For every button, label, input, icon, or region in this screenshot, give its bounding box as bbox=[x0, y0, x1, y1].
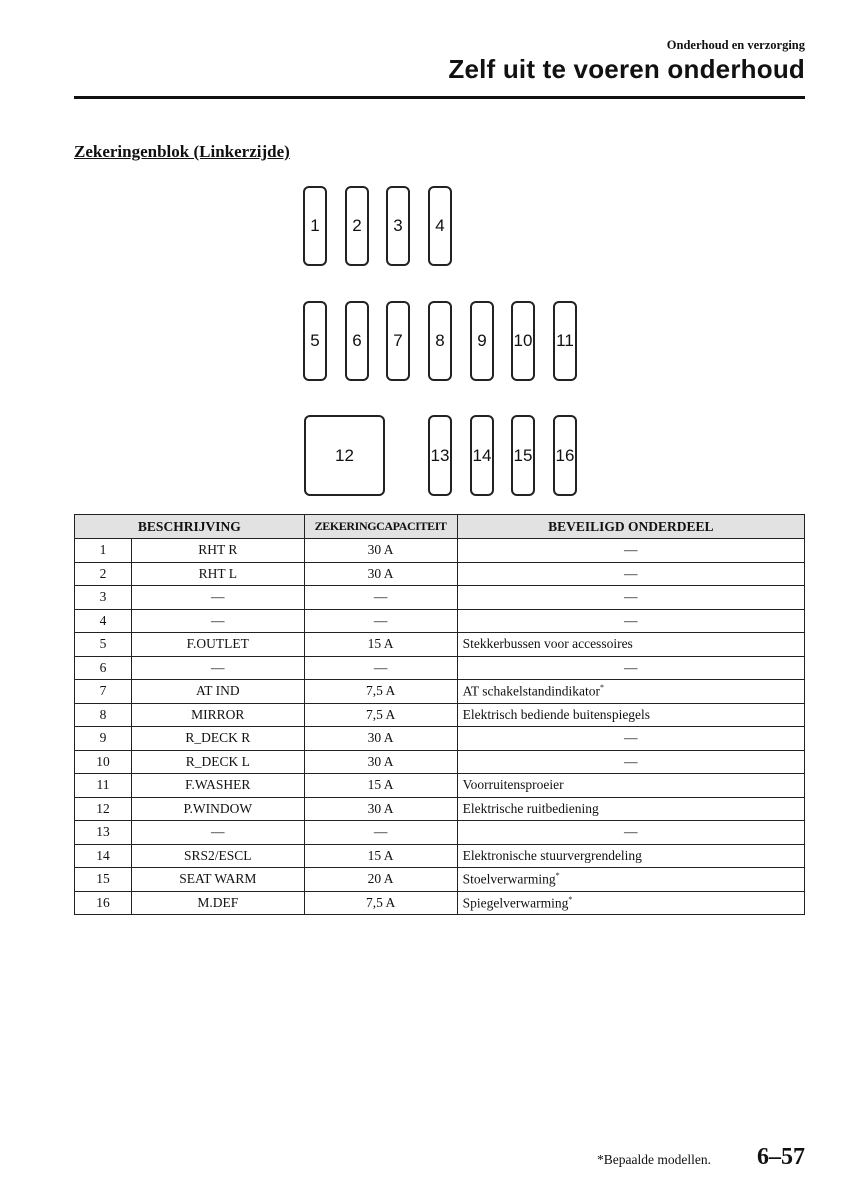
table-row bbox=[75, 844, 805, 868]
protected-part-cell-text: — bbox=[624, 659, 638, 675]
fuse-description-cell bbox=[131, 750, 304, 774]
protected-part-cell bbox=[457, 539, 804, 563]
fuse-number-cell-text: 10 bbox=[96, 753, 110, 769]
fuse-description-cell bbox=[131, 868, 304, 892]
fuse-10: 10 bbox=[511, 301, 535, 381]
fuse-description-cell bbox=[131, 891, 304, 915]
fuse-number-cell-text: 9 bbox=[99, 730, 107, 746]
protected-part-cell-text: Elektrisch bediende buitenspiegels bbox=[462, 706, 651, 722]
fuse-description-cell bbox=[131, 797, 304, 821]
fuse-number-cell-text: 2 bbox=[99, 565, 107, 581]
fuse-number-cell-text: 6 bbox=[99, 659, 107, 675]
fuse-number-cell bbox=[75, 633, 132, 657]
table-row bbox=[75, 562, 805, 586]
fuse-capacity-cell-text: 15 A bbox=[367, 777, 394, 793]
protected-part-cell-text: — bbox=[624, 542, 638, 558]
table-row bbox=[75, 633, 805, 657]
fuse-description-cell-text: F.WASHER bbox=[185, 777, 251, 793]
fuse-capacity-cell-text: — bbox=[373, 659, 388, 675]
fuse-5: 5 bbox=[303, 301, 327, 381]
fuse-13: 13 bbox=[428, 415, 452, 496]
fuse-capacity-cell-text: 7,5 A bbox=[365, 894, 396, 910]
fuse-capacity-cell-text: 7,5 A bbox=[365, 683, 396, 699]
fuse-capacity-cell bbox=[304, 774, 457, 798]
fuse-capacity-cell bbox=[304, 633, 457, 657]
table-header-row bbox=[75, 515, 805, 539]
fuse-description-cell-text: SEAT WARM bbox=[179, 871, 257, 887]
fuse-capacity-cell bbox=[304, 586, 457, 610]
protected-part-cell-text: Voorruitensproeier bbox=[462, 777, 564, 793]
fuse-14: 14 bbox=[470, 415, 494, 496]
fuse-number-cell-text: 8 bbox=[99, 706, 107, 722]
fuse-number-cell bbox=[75, 821, 132, 845]
fuse-number-cell bbox=[75, 586, 132, 610]
fuse-description-cell-text: — bbox=[211, 659, 225, 675]
fuse-number-cell-text: 12 bbox=[96, 800, 110, 816]
fuse-number-cell bbox=[75, 891, 132, 915]
fuse-7: 7 bbox=[386, 301, 410, 381]
fuse-1: 1 bbox=[303, 186, 327, 266]
table-row bbox=[75, 891, 805, 915]
table-row bbox=[75, 680, 805, 704]
table-row bbox=[75, 868, 805, 892]
column-header-description: BESCHRIJVING bbox=[75, 515, 305, 539]
fuse-capacity-cell bbox=[304, 656, 457, 680]
section-title: Zekeringenblok (Linkerzijde) bbox=[74, 142, 290, 161]
fuse-description-cell bbox=[131, 774, 304, 798]
fuse-description-cell bbox=[131, 633, 304, 657]
table-row bbox=[75, 539, 805, 563]
fuse-capacity-cell-text: 30 A bbox=[367, 800, 394, 816]
protected-part-cell-text: — bbox=[624, 753, 638, 769]
fuse-capacity-cell bbox=[304, 680, 457, 704]
footnote-marker: * bbox=[555, 871, 560, 880]
fuse-capacity-cell-text: 15 A bbox=[367, 847, 394, 863]
fuse-number-cell bbox=[75, 868, 132, 892]
protected-part-cell bbox=[457, 844, 804, 868]
fuse-description-cell-text: M.DEF bbox=[197, 894, 239, 910]
protected-part-cell bbox=[457, 703, 804, 727]
fuse-capacity-cell bbox=[304, 750, 457, 774]
protected-part-cell-text: Elektrische ruitbediening bbox=[462, 800, 599, 816]
fuse-capacity-cell-text: — bbox=[373, 589, 388, 605]
protected-part-cell bbox=[457, 821, 804, 845]
fuse-description-cell-text: RHT L bbox=[198, 565, 237, 581]
protected-part-cell-text: — bbox=[624, 612, 638, 628]
fuse-description-cell bbox=[131, 586, 304, 610]
fuse-capacity-cell bbox=[304, 891, 457, 915]
protected-part-cell bbox=[457, 586, 804, 610]
fuse-capacity-cell bbox=[304, 562, 457, 586]
fuse-capacity-cell-text: 7,5 A bbox=[365, 706, 396, 722]
fuse-capacity-cell bbox=[304, 703, 457, 727]
protected-part-cell bbox=[457, 633, 804, 657]
table-row bbox=[75, 774, 805, 798]
fuse-description-cell bbox=[131, 609, 304, 633]
column-header-protected-part: BEVEILIGD ONDERDEEL bbox=[457, 515, 804, 539]
column-header-capacity: ZEKERINGCAPACITEIT bbox=[304, 515, 457, 539]
fuse-number-cell bbox=[75, 727, 132, 751]
fuse-description-cell-text: SRS2/ESCL bbox=[184, 847, 252, 863]
fuse-description-cell-text: — bbox=[211, 612, 225, 628]
table-row bbox=[75, 750, 805, 774]
fuse-capacity-cell bbox=[304, 821, 457, 845]
fuse-description-cell bbox=[131, 562, 304, 586]
fuse-capacity-cell bbox=[304, 609, 457, 633]
fuse-description-cell-text: — bbox=[211, 589, 225, 605]
fuse-description-cell bbox=[131, 680, 304, 704]
fuse-number-cell-text: 7 bbox=[99, 683, 107, 699]
fuse-number-cell bbox=[75, 844, 132, 868]
protected-part-cell-text: Stoelverwarming bbox=[462, 871, 556, 887]
table-row bbox=[75, 609, 805, 633]
fuse-description-cell bbox=[131, 727, 304, 751]
footnote-marker: * bbox=[599, 683, 604, 692]
fuse-number-cell-text: 13 bbox=[96, 824, 110, 840]
fuse-6: 6 bbox=[345, 301, 369, 381]
fuse-description-cell bbox=[131, 821, 304, 845]
fuse-number-cell bbox=[75, 539, 132, 563]
fuse-number-cell bbox=[75, 609, 132, 633]
fuse-table bbox=[74, 514, 805, 915]
fuse-15: 15 bbox=[511, 415, 535, 496]
fuse-description-cell-text: R_DECK L bbox=[185, 753, 250, 769]
protected-part-cell bbox=[457, 797, 804, 821]
fuse-capacity-cell bbox=[304, 797, 457, 821]
fuse-capacity-cell-text: 30 A bbox=[367, 753, 394, 769]
fuse-number-cell-text: 15 bbox=[96, 871, 110, 887]
table-row bbox=[75, 656, 805, 680]
header-divider bbox=[74, 96, 805, 99]
fuse-3: 3 bbox=[386, 186, 410, 266]
fuse-description-cell-text: MIRROR bbox=[191, 706, 245, 722]
fuse-12: 12 bbox=[304, 415, 385, 496]
fuse-description-cell bbox=[131, 703, 304, 727]
fuse-capacity-cell-text: — bbox=[373, 612, 388, 628]
table-row bbox=[75, 586, 805, 610]
table-row bbox=[75, 821, 805, 845]
footnote: *Bepaalde modellen. bbox=[597, 1152, 711, 1167]
fuse-capacity-cell bbox=[304, 539, 457, 563]
protected-part-cell bbox=[457, 562, 804, 586]
fuse-2: 2 bbox=[345, 186, 369, 266]
fuse-capacity-cell bbox=[304, 727, 457, 751]
fuse-description-cell-text: RHT R bbox=[198, 542, 238, 558]
table-row bbox=[75, 703, 805, 727]
fuse-description-cell bbox=[131, 844, 304, 868]
fuse-capacity-cell bbox=[304, 868, 457, 892]
fuse-description-cell bbox=[131, 539, 304, 563]
fuse-number-cell-text: 1 bbox=[99, 542, 107, 558]
protected-part-cell-text: Spiegelverwarming bbox=[462, 895, 569, 910]
fuse-number-cell bbox=[75, 797, 132, 821]
fuse-description-cell-text: P.WINDOW bbox=[183, 800, 253, 816]
protected-part-cell bbox=[457, 774, 804, 798]
protected-part-cell bbox=[457, 609, 804, 633]
fuse-capacity-cell-text: 30 A bbox=[367, 730, 394, 746]
fuse-11: 11 bbox=[553, 301, 577, 381]
protected-part-cell bbox=[457, 727, 804, 751]
fuse-number-cell bbox=[75, 750, 132, 774]
fuse-9: 9 bbox=[470, 301, 494, 381]
fuse-number-cell bbox=[75, 703, 132, 727]
fuse-number-cell-text: 16 bbox=[96, 894, 110, 910]
fuse-description-cell bbox=[131, 656, 304, 680]
fuse-capacity-cell-text: 15 A bbox=[367, 636, 394, 652]
fuse-description-cell-text: F.OUTLET bbox=[186, 636, 249, 652]
fuse-4: 4 bbox=[428, 186, 452, 266]
page-title: Zelf uit te voeren onderhoud bbox=[448, 54, 805, 84]
protected-part-cell-text: — bbox=[624, 730, 638, 746]
fuse-16: 16 bbox=[553, 415, 577, 496]
fuse-capacity-cell-text: 30 A bbox=[367, 565, 394, 581]
protected-part-cell bbox=[457, 680, 804, 704]
fuse-number-cell bbox=[75, 562, 132, 586]
protected-part-cell-text: Stekkerbussen voor accessoires bbox=[462, 636, 633, 652]
protected-part-cell-text: Elektronische stuurvergrendeling bbox=[462, 847, 642, 863]
table-row bbox=[75, 797, 805, 821]
header-section-label: Onderhoud en verzorging bbox=[666, 38, 805, 52]
fuse-description-cell-text: AT IND bbox=[195, 683, 240, 699]
footnote-marker: * bbox=[568, 894, 573, 904]
fuse-number-cell bbox=[75, 774, 132, 798]
protected-part-cell-text: — bbox=[624, 565, 638, 581]
table-row bbox=[75, 727, 805, 751]
fuse-number-cell-text: 14 bbox=[96, 847, 110, 863]
fuse-number-cell-text: 3 bbox=[99, 589, 107, 605]
protected-part-cell bbox=[457, 656, 804, 680]
fuse-8: 8 bbox=[428, 301, 452, 381]
protected-part-cell-text: — bbox=[624, 589, 638, 605]
fuse-capacity-cell bbox=[304, 844, 457, 868]
fuse-number-cell bbox=[75, 656, 132, 680]
fuse-description-cell-text: — bbox=[211, 824, 225, 840]
fuse-number-cell-text: 5 bbox=[99, 636, 107, 652]
fuse-number-cell bbox=[75, 680, 132, 704]
fuse-capacity-cell-text: 20 A bbox=[367, 871, 394, 887]
protected-part-cell bbox=[457, 891, 804, 915]
page-number: 6–57 bbox=[757, 1144, 805, 1170]
fuse-description-cell-text: R_DECK R bbox=[185, 730, 251, 746]
protected-part-cell bbox=[457, 868, 804, 892]
protected-part-cell-text: — bbox=[624, 824, 638, 840]
protected-part-cell-text: AT schakelstandindikator bbox=[462, 683, 600, 699]
fuse-number-cell-text: 11 bbox=[96, 777, 110, 793]
fuse-capacity-cell-text: 30 A bbox=[367, 542, 394, 558]
fuse-capacity-cell-text: — bbox=[373, 824, 388, 840]
fuse-number-cell-text: 4 bbox=[99, 612, 107, 628]
protected-part-cell bbox=[457, 750, 804, 774]
